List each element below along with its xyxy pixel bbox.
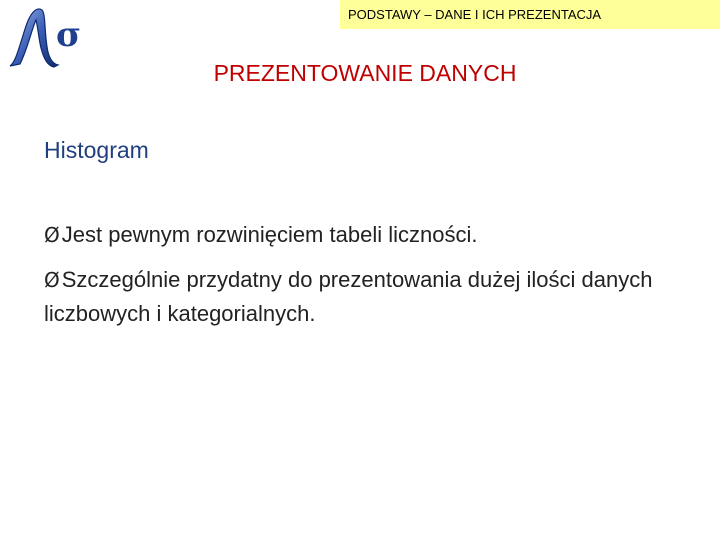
bullet-item bbox=[44, 218, 694, 252]
arrow-bullet-icon: Ø bbox=[44, 268, 60, 292]
bullet-text: Jest pewnym rozwinięciem tabeli liczności. bbox=[61, 222, 478, 247]
header-banner: PODSTAWY – DANE I ICH PREZENTACJA bbox=[340, 0, 720, 29]
arrow-bullet-icon: Ø bbox=[44, 223, 60, 247]
sigma-glyph: σ bbox=[56, 15, 82, 55]
bullet-item bbox=[44, 263, 694, 331]
slide-subtitle: Histogram bbox=[44, 137, 149, 163]
bullet-list bbox=[44, 218, 694, 342]
bullet-text: Szczególnie przydatny do prezentowania dużej ilości danych liczbowych i kategorialnych. bbox=[44, 267, 653, 326]
slide-title: PREZENTOWANIE DANYCH bbox=[213, 60, 517, 86]
